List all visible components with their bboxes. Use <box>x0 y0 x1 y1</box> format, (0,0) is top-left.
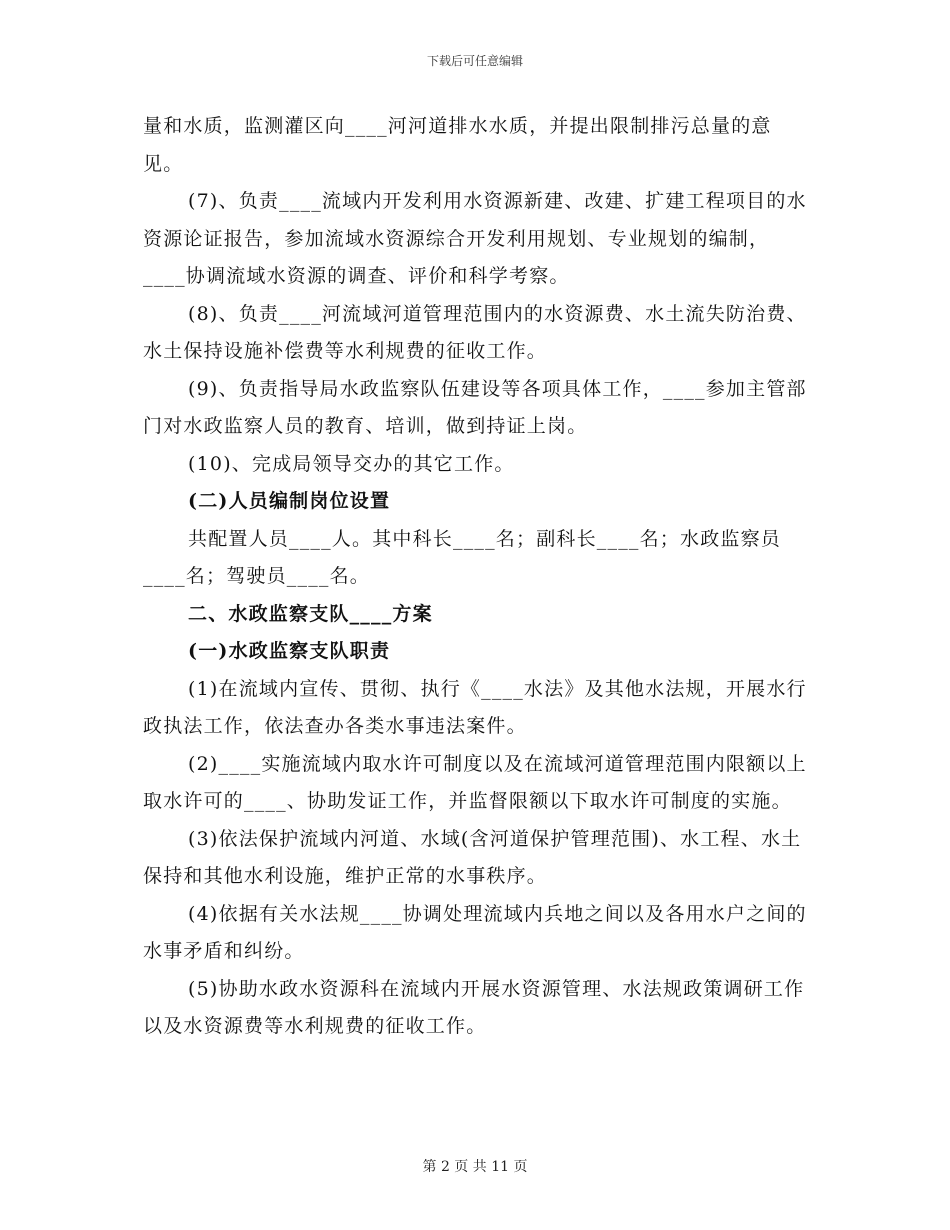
paragraph-duty-1: (1)在流域内宣传、贯彻、执行《____水法》及其他水法规，开展水行政执法工作，依法查办各类水事违法案件。 <box>143 677 807 737</box>
paragraph-duty-2: (2)____实施流域内取水许可制度以及在流域河道管理范围内限额以上取水许可的____、协助发证工作，并监督限额以下取水许可制度的实施。 <box>143 752 807 812</box>
paragraph-item-7: (7)、负责____流域内开发利用水资源新建、改建、扩建工程项目的水资源论证报告，参加流域水资源综合开发利用规划、专业规划的编制，____协调流域水资源的调查、评价和科学考察。 <box>143 190 807 287</box>
paragraph-duty-4: (4)依据有关水法规____协调处理流域内兵地之间以及各用水户之间的水事矛盾和纠纷。 <box>143 902 807 962</box>
paragraph-item-10: (10)、完成局领导交办的其它工作。 <box>188 452 515 475</box>
paragraph-continuation: 量和水质，监测灌区向____河河道排水水质，并提出限制排污总量的意见。 <box>143 115 772 175</box>
document-body <box>143 108 811 1046</box>
subsection-heading-duties: (一)水政监察支队职责 <box>188 640 391 662</box>
paragraph-staffing: 共配置人员____人。其中科长____名；副科长____名；水政监察员____名；驾驶员____名。 <box>143 527 782 587</box>
paragraph-item-9: (9)、负责指导局水政监察队伍建设等各项具体工作，____参加主管部门对水政监察人员的教育、培训，做到持证上岗。 <box>143 377 807 437</box>
section-heading-2: 二、水政监察支队____方案 <box>188 602 433 625</box>
page-header: 下载后可任意编辑 <box>426 54 523 68</box>
section-heading-staffing: (二)人员编制岗位设置 <box>188 490 391 512</box>
paragraph-duty-5: (5)协助水政水资源科在流域内开展水资源管理、水法规政策调研工作以及水资源费等水利规费的征收工作。 <box>143 977 805 1037</box>
paragraph-item-8: (8)、负责____河流域河道管理范围内的水资源费、水土流失防治费、水土保持设施补偿费等水利规费的征收工作。 <box>143 302 807 362</box>
paragraph-duty-3: (3)依法保护流域内河道、水域(含河道保护管理范围)、水工程、水土保持和其他水利设施，维护正常的水事秩序。 <box>143 827 802 887</box>
page-footer: 第 2 页 共 11 页 <box>422 1159 528 1175</box>
